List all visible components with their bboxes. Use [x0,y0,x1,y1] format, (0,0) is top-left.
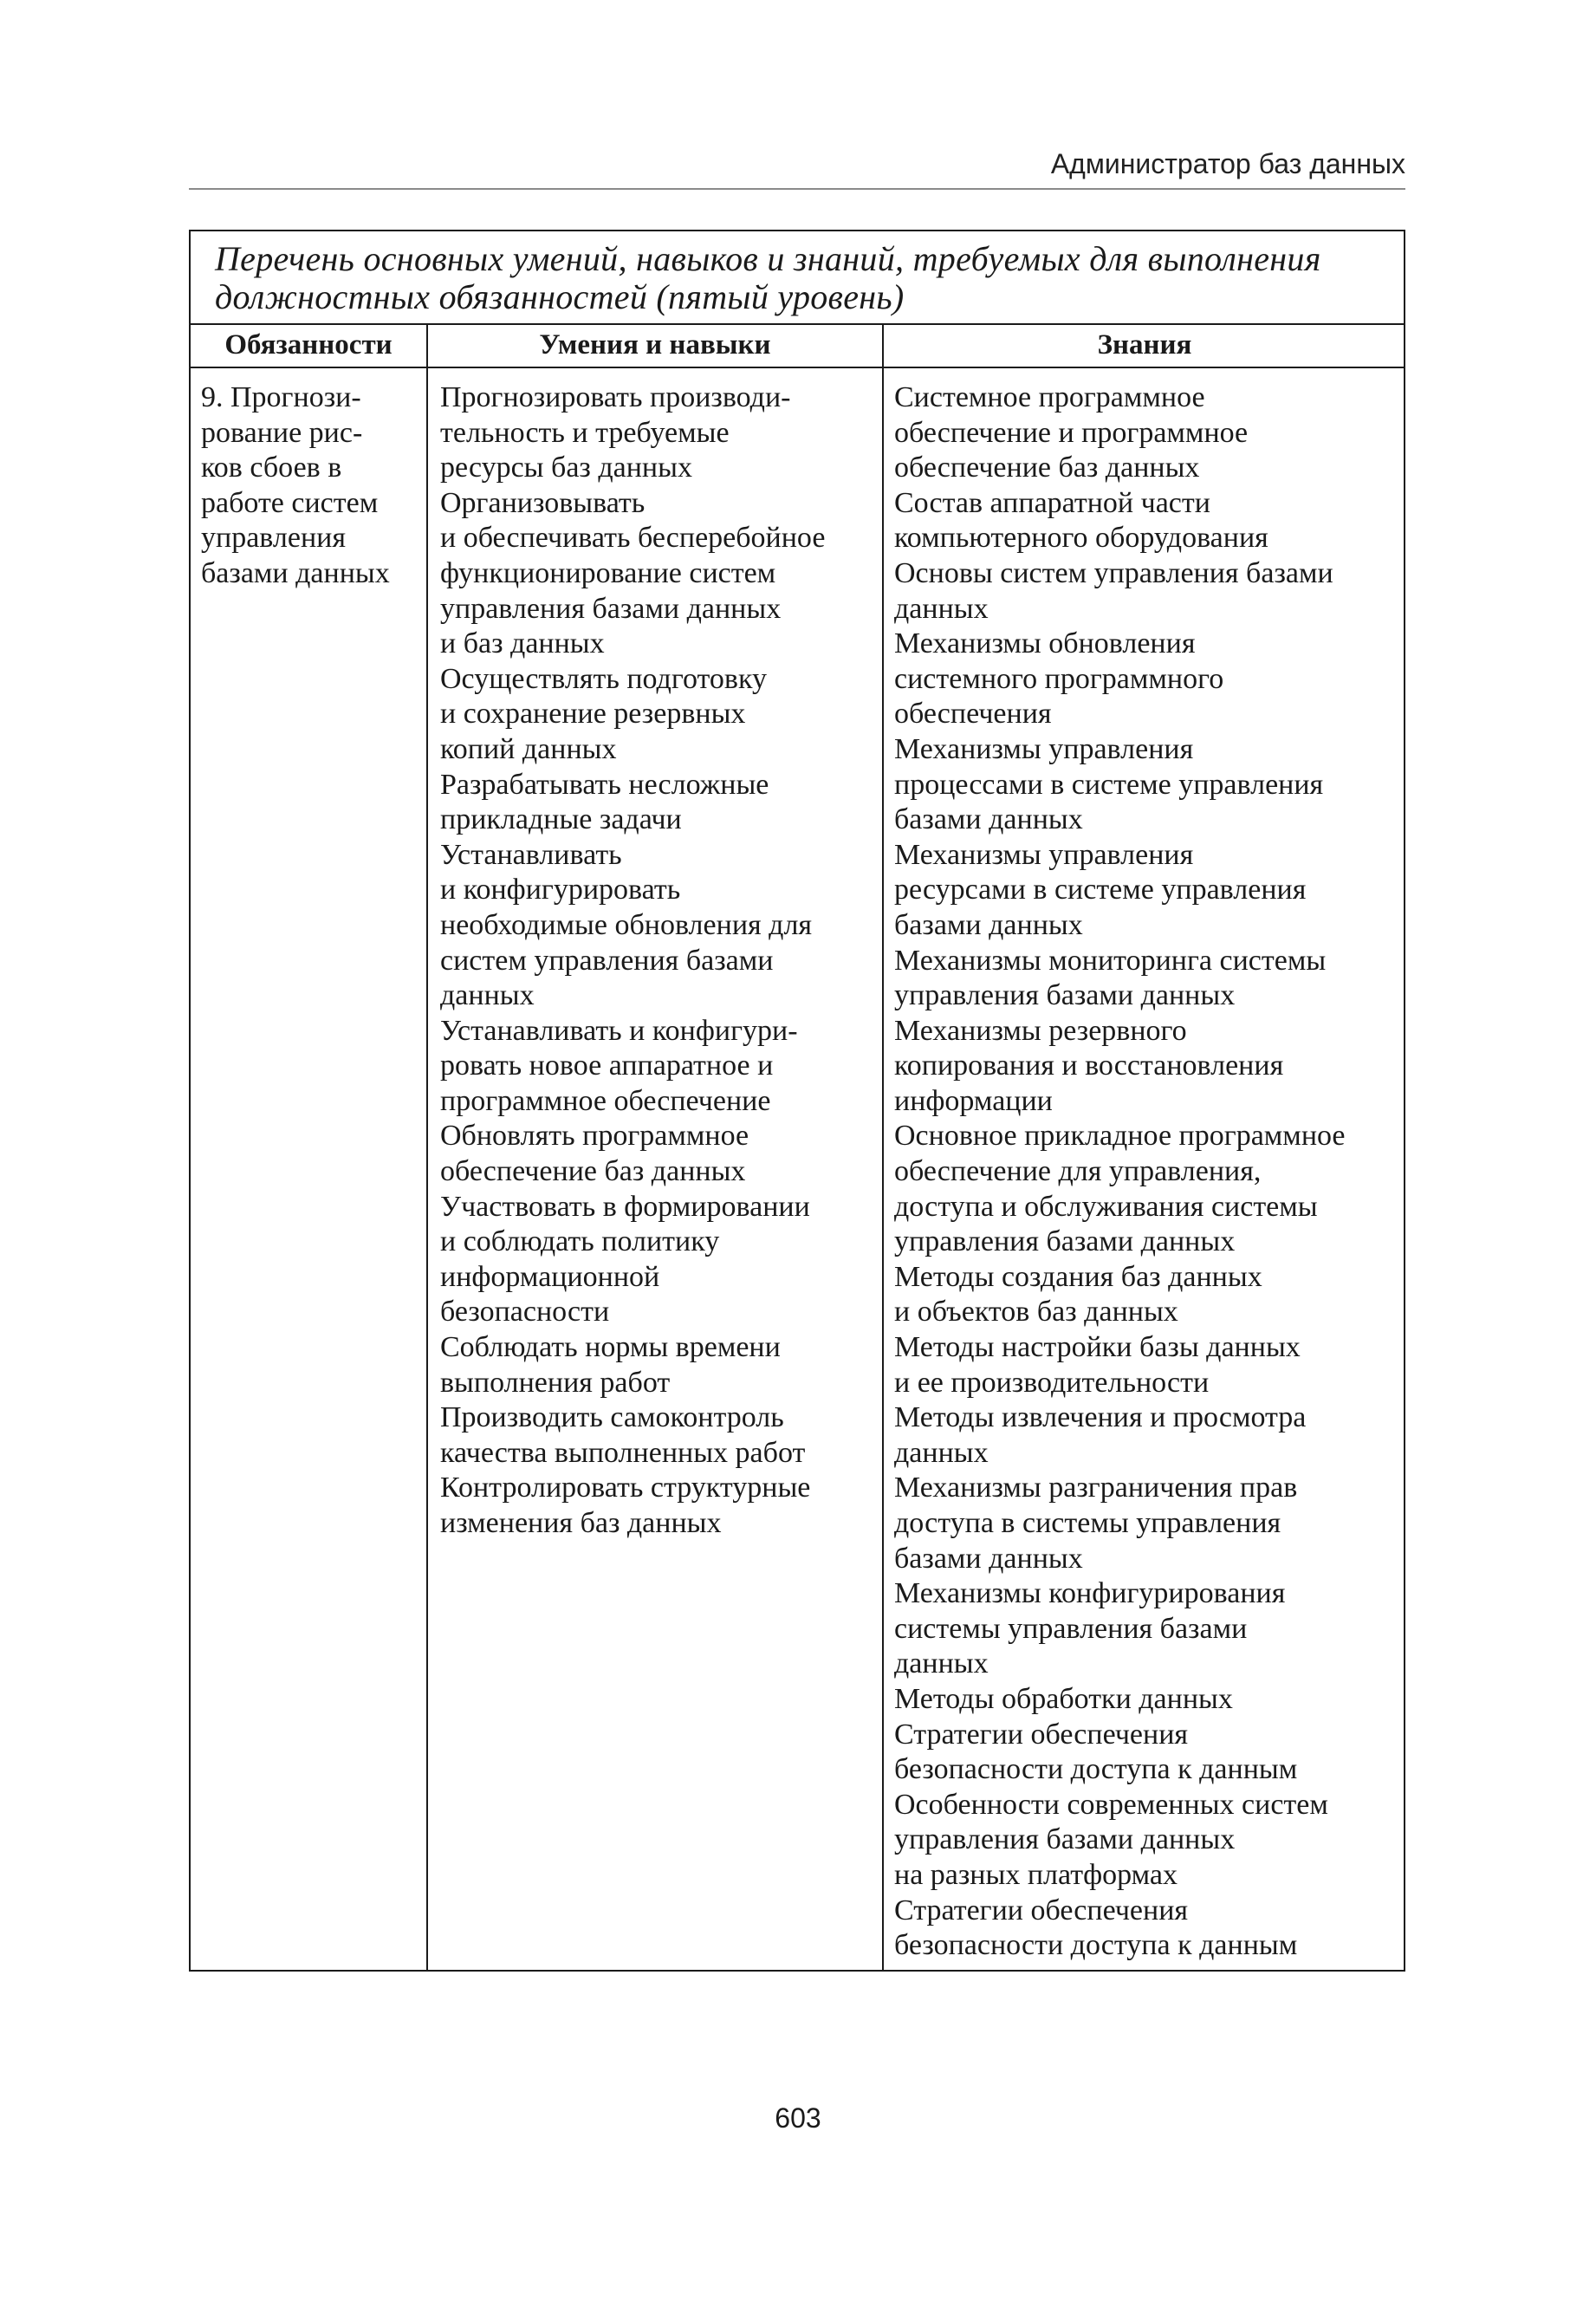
cell-text-line: изменения баз данных [440,1507,722,1539]
cell-text-line: Методы настройки базы данных [894,1331,1301,1364]
cell-text-line: Механизмы разграничения прав [894,1472,1298,1504]
cell-text-line: и конфигурировать [440,874,681,906]
competency-table [189,230,1405,1972]
cell-text-line: Особенности современных систем [894,1788,1328,1821]
cell-text-line: базами данных [894,1542,1083,1575]
cell-text-line: процессами в системе управления [894,768,1324,801]
cell-text-line: копий данных [440,732,617,765]
cell-text-line: обеспечение баз данных [894,452,1200,484]
cell-text-line: Механизмы управления [894,838,1194,871]
cell-text-line: Обновлять программное [440,1120,749,1153]
cell-text-line: Контролировать структурные [440,1472,811,1504]
cell-text-line: ровать новое аппаратное и [440,1049,774,1082]
cell-text-line: программное обеспечение [440,1084,771,1117]
cell-text-line: Методы создания баз данных [894,1260,1262,1293]
cell-text-line: тельность и требуемые [440,416,730,449]
cell-text-line: управления базами данных [894,1225,1236,1258]
cell-text-line: Стратегии обеспечения [894,1894,1189,1926]
cell-text-line: данных [894,592,989,625]
cell-text-line: системного программного [894,662,1224,695]
column-header-duties: Обязанности [224,329,393,361]
cell-text-line: Организовывать [440,486,646,519]
cell-text-line: системы управления базами [894,1612,1248,1645]
skills-cell [440,380,879,1542]
cell-text-line: управления базами данных [894,979,1236,1012]
cell-text-line: управления [201,522,346,555]
cell-text-line: управления базами данных [440,592,782,625]
cell-text-line: данных [894,1647,989,1680]
cell-text-line: Стратегии обеспечения [894,1718,1189,1751]
cell-text-line: безопасности [440,1296,610,1329]
cell-text-line: и объектов баз данных [894,1296,1178,1329]
knowledge-cell [894,380,1402,1964]
cell-text-line: функционирование систем [440,556,776,589]
cell-text-line: Механизмы мониторинга системы [894,944,1327,977]
cell-text-line: безопасности доступа к данным [894,1753,1298,1786]
cell-text-line: и ее производительности [894,1366,1210,1399]
column-header-skills: Умения и навыки [539,329,771,361]
table-header-row [191,323,1404,368]
cell-text-line: данных [440,979,535,1012]
cell-text-line: информации [894,1084,1053,1117]
page-number: 603 [775,2102,821,2134]
cell-text-line: Механизмы управления [894,732,1194,765]
cell-text-line: компьютерного оборудования [894,522,1268,555]
cell-text-line: 9. Прогнози- [201,381,361,413]
cell-text-line: ков сбоев в [201,452,342,484]
cell-text-line: ресурсами в системе управления [894,874,1307,906]
cell-text-line: Устанавливать [440,838,622,871]
column-header-knowledge: Знания [1097,329,1192,361]
cell-text-line: Основное прикладное программное [894,1120,1346,1153]
cell-text-line: Механизмы обновления [894,627,1196,660]
cell-text-line: выполнения работ [440,1366,671,1399]
column-divider [426,323,428,1970]
cell-text-line: безопасности доступа к данным [894,1929,1298,1962]
cell-text-line: Устанавливать и конфигури- [440,1014,798,1047]
cell-text-line: базами данных [894,908,1083,941]
cell-text-line: обеспечения [894,698,1052,731]
cell-text-line: доступа и обслуживания системы [894,1190,1318,1223]
cell-text-line: базами данных [894,803,1083,836]
cell-text-line: Разрабатывать несложные [440,768,769,801]
table-caption-line: должностных обязанностей (пятый уровень) [215,277,905,316]
cell-text-line: данных [894,1436,989,1469]
cell-text-line: и соблюдать политику [440,1225,720,1258]
cell-text-line: обеспечение для управления, [894,1155,1262,1188]
cell-text-line: необходимые обновления для [440,908,813,941]
table-caption [191,231,1404,325]
cell-text-line: и сохранение резервных [440,698,746,731]
cell-text-line: обеспечение баз данных [440,1155,746,1188]
cell-text-line: базами данных [201,556,390,589]
cell-text-line: Основы систем управления базами [894,556,1333,589]
cell-text-line: и баз данных [440,627,605,660]
cell-text-line: Состав аппаратной части [894,486,1210,519]
cell-text-line: Соблюдать нормы времени [440,1331,781,1364]
cell-text-line: рование рис- [201,416,363,449]
cell-text-line: Методы извлечения и просмотра [894,1401,1307,1434]
cell-text-line: качества выполненных работ [440,1436,806,1469]
duties-cell [201,380,423,592]
cell-text-line: систем управления базами [440,944,774,977]
table-caption-line: Перечень основных умений, навыков и знаний, требуемых для выполнения [215,239,1321,278]
cell-text-line: Механизмы резервного [894,1014,1187,1047]
cell-text-line: прикладные задачи [440,803,682,836]
cell-text-line: Осуществлять подготовку [440,662,768,695]
cell-text-line: Участвовать в формировании [440,1190,810,1223]
cell-text-line: на разных платформах [894,1858,1178,1891]
cell-text-line: Прогнозировать производи- [440,381,791,413]
cell-text-line: информационной [440,1260,660,1293]
cell-text-line: работе систем [201,486,379,519]
cell-text-line: обеспечение и программное [894,416,1249,449]
running-header: Администратор баз данных [189,149,1405,190]
cell-text-line: ресурсы баз данных [440,452,692,484]
cell-text-line: Производить самоконтроль [440,1401,784,1434]
cell-text-line: Методы обработки данных [894,1682,1233,1715]
cell-text-line: копирования и восстановления [894,1049,1284,1082]
cell-text-line: доступа в системы управления [894,1507,1281,1539]
column-divider [882,323,884,1970]
cell-text-line: и обеспечивать бесперебойное [440,522,826,555]
cell-text-line: Системное программное [894,381,1205,413]
cell-text-line: Механизмы конфигурирования [894,1577,1286,1610]
cell-text-line: управления базами данных [894,1823,1236,1856]
